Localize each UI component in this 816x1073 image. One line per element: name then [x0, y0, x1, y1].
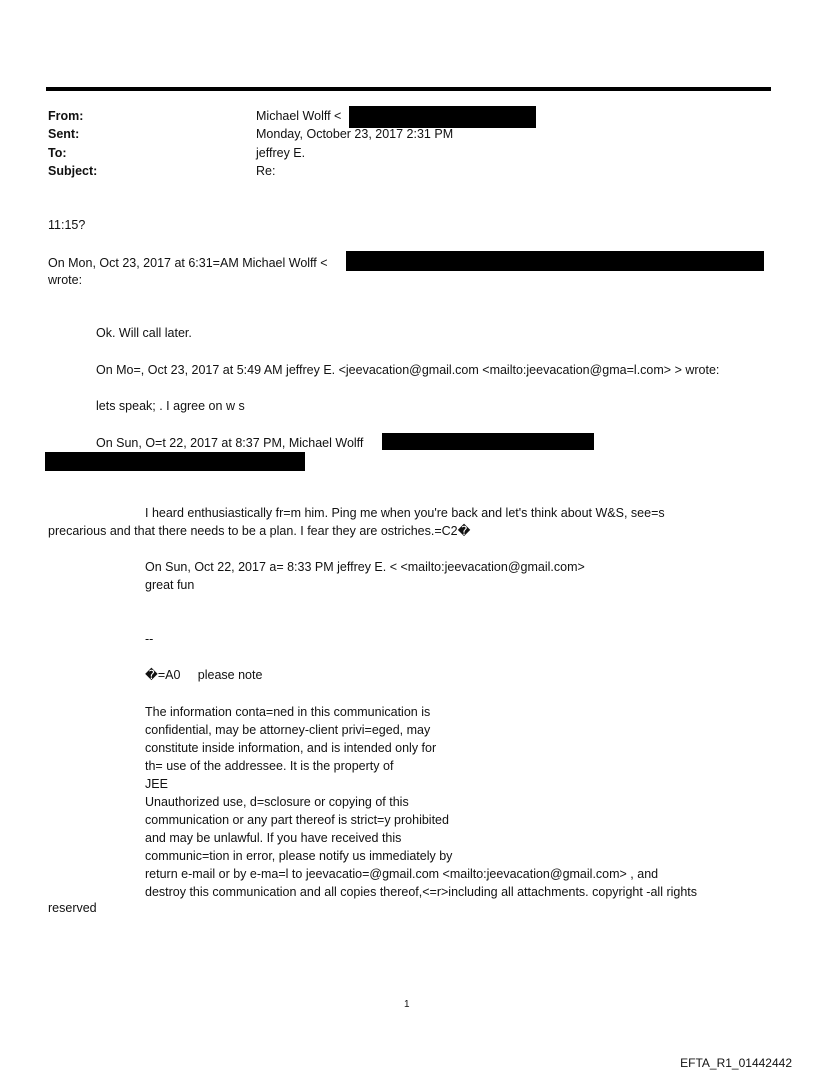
quote2-attribution: On Mo=, Oct 23, 2017 at 5:49 AM jeffrey E. <jeevacation@gmail.com <mailto:jeevacation@gma=l.com> > wrote:: [96, 363, 720, 377]
header-rule: [46, 87, 771, 91]
disclaimer-line: return e-mail or by e-ma=l to jeevacatio=@gmail.com <mailto:jeevacation@gmail.com> , and: [145, 867, 659, 881]
ok-call-text: Ok. Will call later.: [96, 326, 192, 340]
sent-label: Sent:: [48, 127, 80, 141]
heard-line-1: I heard enthusiastically fr=m him. Ping me when you're back and let's think about W&S, see=s: [145, 506, 665, 520]
redaction-quote1-email: [346, 251, 764, 271]
reserved-text: reserved: [48, 901, 97, 915]
disclaimer-line: The information conta=ned in this communication is: [145, 705, 431, 719]
disclaimer-line: Unauthorized use, d=sclosure or copying of this: [145, 795, 409, 809]
disclaimer-line: JEE: [145, 777, 168, 791]
disclaimer-line: constitute inside information, and is intended only for: [145, 741, 437, 755]
redaction-quote3-email: [382, 433, 594, 450]
disclaimer-block: [145, 703, 697, 901]
redaction-quote3-line2: [45, 452, 305, 471]
disclaimer-line: th= use of the addressee. It is the property of: [145, 759, 394, 773]
subject-value: Re:: [256, 164, 276, 178]
disclaimer-line: destroy this communication and all copies thereof,<=r>including all attachments. copyright -all rights: [145, 885, 698, 899]
heard-line-2: precarious and that there needs to be a plan. I fear they are ostriches.=C2�: [48, 524, 471, 538]
lets-speak-text: lets speak; . I agree on w s: [96, 399, 245, 413]
quote3-attribution: On Sun, O=t 22, 2017 at 8:37 PM, Michael Wolff: [96, 436, 364, 450]
from-label: From:: [48, 109, 84, 123]
subject-label: Subject:: [48, 164, 98, 178]
reply-text: 11:15?: [48, 218, 86, 232]
disclaimer-line: communic=tion in error, please notify us immediately by: [145, 849, 453, 863]
quote4-attribution: On Sun, Oct 22, 2017 a= 8:33 PM jeffrey E. < <mailto:jeevacation@gmail.com>: [145, 560, 585, 574]
please-note-text: �=A0 please note: [145, 668, 263, 682]
page-number: 1: [404, 999, 410, 1010]
redaction-from-email: [349, 106, 536, 128]
quote1-attribution: On Mon, Oct 23, 2017 at 6:31=AM Michael Wolff <: [48, 256, 328, 270]
to-label: To:: [48, 146, 67, 160]
to-value: jeffrey E.: [256, 146, 306, 160]
disclaimer-line: confidential, may be attorney-client privi=eged, may: [145, 723, 431, 737]
great-fun-text: great fun: [145, 578, 195, 592]
disclaimer-line: communication or any part thereof is strict=y prohibited: [145, 813, 449, 827]
sent-value: Monday, October 23, 2017 2:31 PM: [256, 127, 454, 141]
from-value: Michael Wolff <: [256, 109, 342, 123]
disclaimer-line: and may be unlawful. If you have received this: [145, 831, 402, 845]
quote1-wrote: wrote:: [48, 273, 83, 287]
signature-dashes: --: [145, 632, 154, 646]
document-id: EFTA_R1_01442442: [680, 1056, 792, 1070]
